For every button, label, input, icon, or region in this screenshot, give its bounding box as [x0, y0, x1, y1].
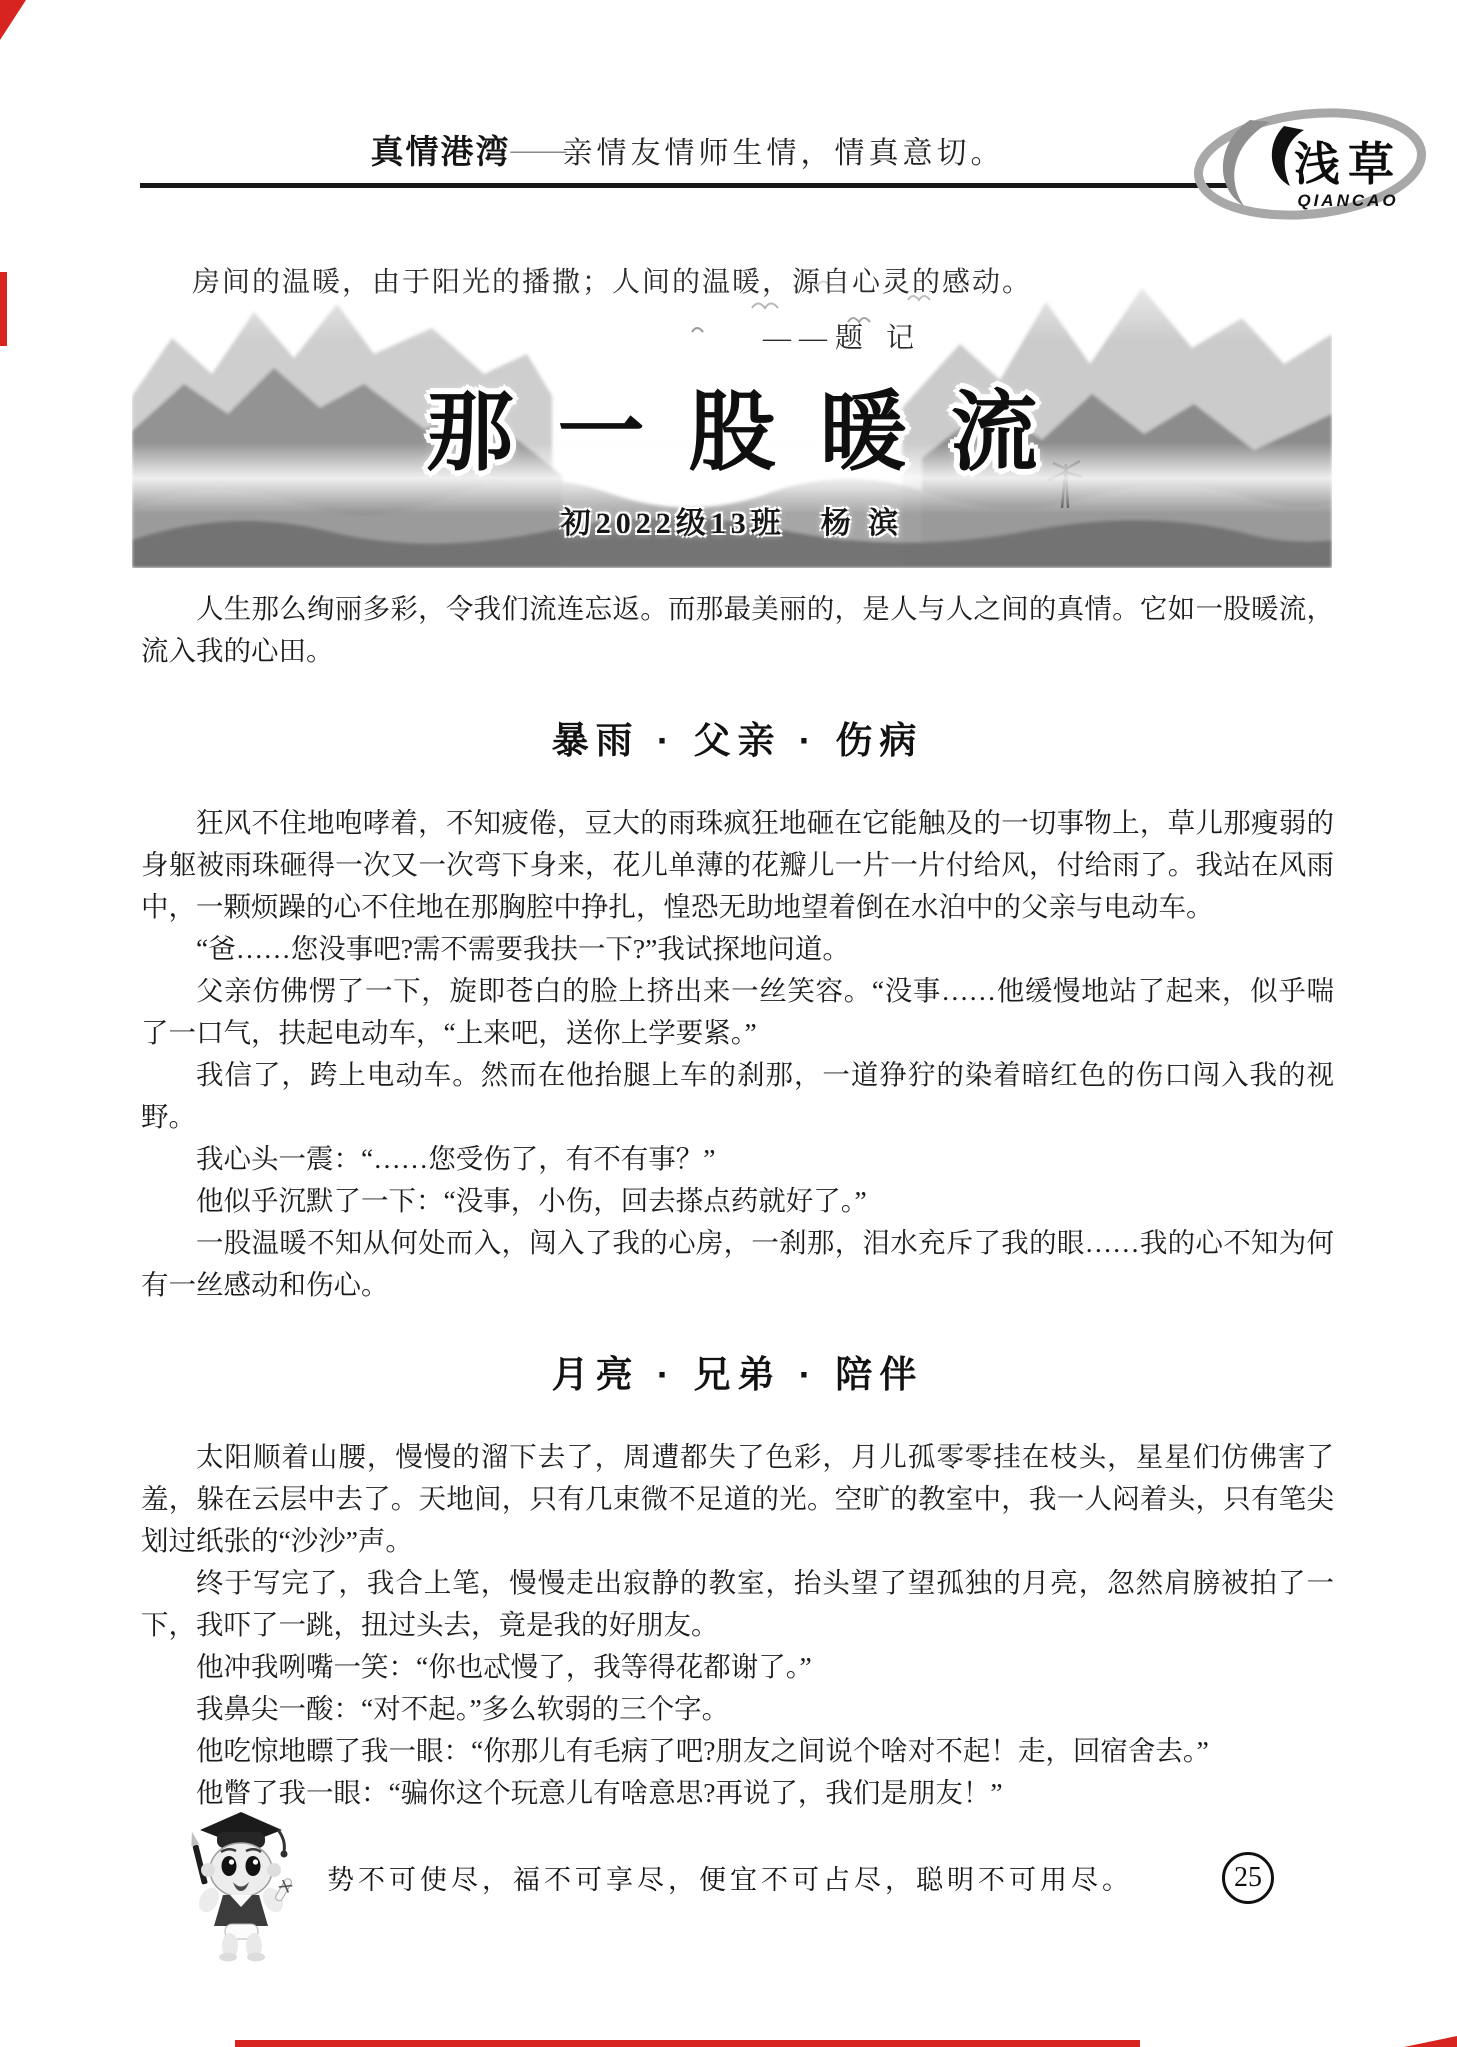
paragraph: 我鼻尖一酸：“对不起。”多么软弱的三个字。: [196, 1693, 730, 1724]
paragraph: 父亲仿佛愣了一下，旋即苍白的脸上挤出来一丝笑容。“没事……他缓慢地站了起来，似乎喘了一口气，扶起电动车，“上来吧，送你上学要紧。”: [141, 975, 1334, 1048]
header-dash: ——: [510, 133, 563, 166]
red-corner-mark-top-left: [0, 0, 26, 40]
article-body: [141, 588, 1334, 1814]
section-2-heading: 月亮 · 兄弟 · 陪伴: [551, 1354, 924, 1395]
column-subtitle: 亲情友情师生情，情真意切。: [562, 137, 1005, 170]
paragraph: 太阳顺着山腰，慢慢的溜下去了，周遭都失了色彩，月儿孤零零挂在枝头，星星们仿佛害了羞，躲在云层中去了。天地间，只有几束微不足道的光。空旷的教室中，我一人闷着头，只有笔尖划过纸张的“沙沙”声。: [141, 1441, 1334, 1556]
paragraph: 他吃惊地瞟了我一眼：“你那儿有毛病了吧?朋友之间说个啥对不起！走，回宿舍去。”: [196, 1735, 1209, 1766]
paragraph: 他冲我咧嘴一笑：“你也忒慢了，我等得花都谢了。”: [196, 1651, 812, 1682]
paragraph: 我信了，跨上电动车。然而在他抬腿上车的刹那，一道狰狞的染着暗红色的伤口闯入我的视野。: [141, 1059, 1334, 1132]
paragraph: 他瞥了我一眼：“骗你这个玩意儿有啥意思?再说了，我们是朋友！”: [196, 1777, 1003, 1808]
paragraph: 狂风不住地咆哮着，不知疲倦，豆大的雨珠疯狂地砸在它能触及的一切事物上，草儿那瘦弱的身躯被雨珠砸得一次又一次弯下身来，花儿单薄的花瓣儿一片一片付给风，付给雨了。我站在风雨中，一颗烦躁的心不住地在那胸腔中挣扎，惶恐无助地望着倒在水泊中的父亲与电动车。: [141, 807, 1334, 922]
qiancao-logo: [1188, 100, 1428, 228]
intro-paragraph: 人生那么绚丽多彩，令我们流连忘返。而那最美丽的，是人与人之间的真情。它如一股暖流，流入我的心田。: [141, 593, 1334, 666]
footer-motto: 势不可使尽，福不可享尽，便宜不可占尽，聪明不可用尽。: [327, 1865, 1133, 1895]
article-byline: 初2022级13班 杨 滨: [560, 507, 904, 540]
page-number-badge: [1222, 1852, 1274, 1904]
logo-en-text: QIANCAO: [1297, 191, 1399, 210]
paragraph: “爸……您没事吧?需不需要我扶一下?”我试探地问道。: [196, 933, 850, 964]
epigraph: [162, 260, 1062, 356]
section-1-heading: 暴雨 · 父亲 · 伤病: [551, 720, 924, 761]
paragraph: 终于写完了，我合上笔，慢慢走出寂静的教室，抬头望了望孤独的月亮，忽然肩膀被拍了一下，我吓了一跳，扭过头去，竟是我的好朋友。: [141, 1567, 1334, 1640]
epigraph-attribution: ——题 记: [762, 323, 922, 354]
red-corner-mark-bottom-right: [1404, 2036, 1457, 2047]
column-title: 真情港湾: [370, 133, 511, 170]
title-banner: [132, 246, 1332, 568]
mascot-scholar-icon: [170, 1804, 312, 1962]
page-header: [140, 126, 1235, 188]
column-header-line: [140, 126, 1235, 173]
logo-ellipse-icon: [1188, 100, 1428, 228]
paragraph: 我心头一震：“……您受伤了，有不有事？”: [196, 1143, 716, 1174]
header-rule: [140, 183, 1235, 188]
paragraph: 一股温暖不知从何处而入，闯入了我的心房，一刹那，泪水充斥了我的眼……我的心不知为何有一丝感动和伤心。: [141, 1227, 1334, 1300]
page-number: 25: [1234, 1862, 1262, 1893]
paragraph: 他似乎沉默了一下：“没事，小伤，回去搽点药就好了。”: [196, 1185, 867, 1216]
red-edge-mark-left: [0, 272, 7, 346]
article-title: 那一股暖流: [426, 384, 1082, 481]
logo-cn-text: 浅草: [1294, 139, 1402, 190]
red-edge-mark-bottom: [235, 2040, 1140, 2047]
epigraph-line: 房间的温暖，由于阳光的播撒；人间的温暖，源自心灵的感动。: [191, 267, 1032, 298]
